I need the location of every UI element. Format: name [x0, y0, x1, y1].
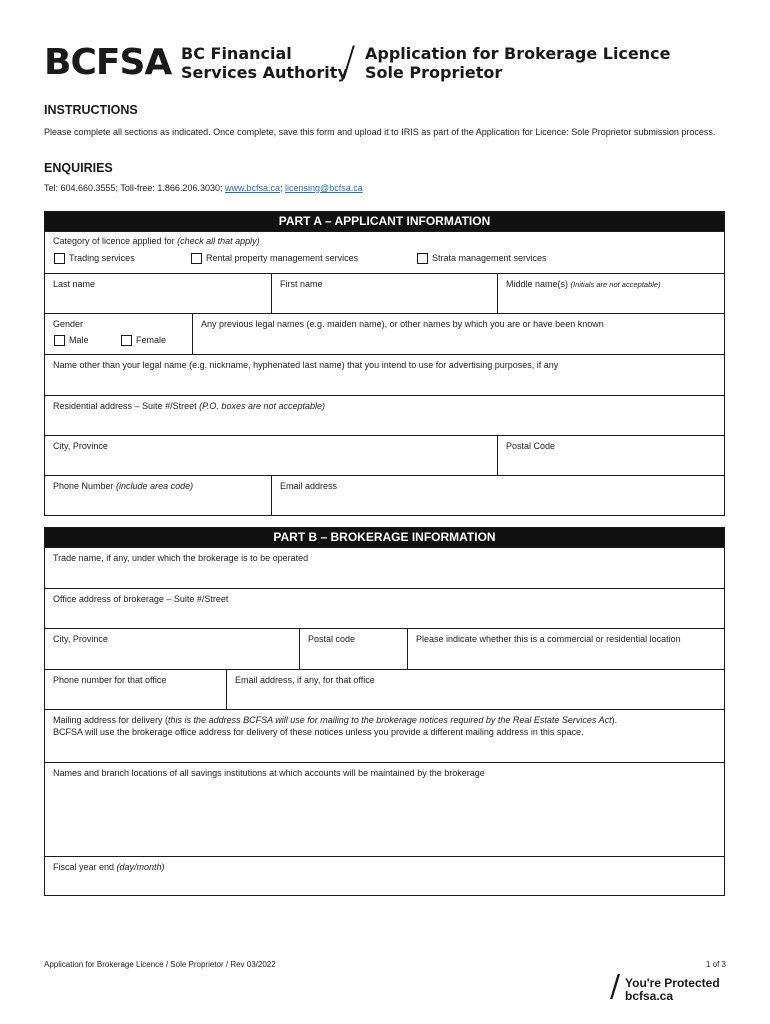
- advertising-name-row: [45, 354, 724, 395]
- fiscal-year-end-label: Fiscal year end: [53, 862, 117, 872]
- residential-address-row: [45, 395, 724, 435]
- office-phone-field[interactable]: [45, 670, 226, 709]
- mailing-address-line1: [53, 714, 716, 726]
- part-a-title: PART A – APPLICANT INFORMATION: [45, 212, 724, 231]
- instructions-text: Please complete all sections as indicated. Once complete, save this form and upload it to IRIS as part of the Application for Licence: Sole Proprietor submission process.: [44, 127, 716, 137]
- bcfsa-logo: BCFSA: [44, 42, 172, 83]
- male-checkbox[interactable]: [54, 335, 65, 346]
- female-label: Female: [136, 335, 167, 345]
- middle-name-label: Middle name(s): [506, 279, 571, 289]
- female-checkbox[interactable]: [121, 335, 132, 346]
- office-address-row: [45, 588, 724, 628]
- document-title-line1: Application for Brokerage Licence: [365, 44, 671, 63]
- document-title-line2: Sole Proprietor: [365, 63, 503, 82]
- document-title: [365, 44, 670, 82]
- category-label: Category of licence applied for: [53, 236, 178, 246]
- office-postal-label: Postal code: [308, 634, 356, 644]
- licence-category-row: [45, 231, 724, 273]
- website-link[interactable]: www.bcfsa.ca: [224, 183, 281, 193]
- category-hint: (check all that apply): [177, 236, 260, 246]
- part-a-form: [44, 211, 725, 516]
- footer-revision: Application for Brokerage Licence / Sole Proprietor / Rev 03/2022: [44, 960, 276, 969]
- office-city-label: City, Province: [53, 634, 108, 644]
- office-email-label: Email address, if any, for that office: [235, 675, 375, 685]
- document-header: [44, 39, 684, 86]
- trade-name-field[interactable]: [45, 548, 724, 588]
- enquiries-separator: ;: [280, 183, 286, 193]
- trading-services-checkbox[interactable]: [54, 253, 65, 264]
- last-name-label: Last name: [53, 279, 96, 289]
- gender-row: [45, 313, 724, 354]
- fiscal-year-end-hint: (day/month): [116, 862, 165, 872]
- office-address-field[interactable]: [45, 589, 724, 628]
- residential-address-field[interactable]: [45, 396, 724, 435]
- trading-services-label: Trading services: [69, 253, 135, 263]
- org-name-line2: Services Authority: [181, 63, 348, 82]
- email-address-field[interactable]: [271, 476, 724, 515]
- strata-management-label: Strata management services: [432, 253, 547, 263]
- contact-row: [45, 475, 724, 515]
- gender-field: [45, 314, 192, 354]
- strata-management-checkbox[interactable]: [417, 253, 428, 264]
- mailing-suffix: ).: [611, 715, 618, 725]
- advertising-name-label: Name other than your legal name (e.g. nickname, hyphenated last name) that you intend to use for advertising purposes, if any: [53, 360, 559, 370]
- city-row: [45, 435, 724, 475]
- mailing-address-row: [45, 709, 724, 762]
- office-contact-row: [45, 669, 724, 709]
- mailing-hint: this is the address BCFSA will use for mailing to the brokerage notices required by the Real Estate Services Act: [168, 715, 612, 725]
- instructions-heading: INSTRUCTIONS: [44, 103, 138, 117]
- footer-tagline-line2: bcfsa.ca: [625, 989, 674, 1003]
- savings-institutions-label: Names and branch locations of all savings institutions at which accounts will be maintained by the brokerage: [53, 768, 485, 778]
- gender-label: Gender: [53, 319, 84, 329]
- gender-female-option[interactable]: [121, 334, 166, 346]
- trade-name-row: [45, 547, 724, 588]
- male-label: Male: [69, 335, 89, 345]
- name-row: [45, 273, 724, 313]
- enquiries-phone: Tel: 604.660.3555; Toll-free: 1.866.206.3030;: [44, 183, 225, 193]
- part-b-title: PART B – BROKERAGE INFORMATION: [45, 528, 724, 547]
- email-address-label: Email address: [280, 481, 338, 491]
- trading-services-option[interactable]: [54, 252, 135, 264]
- part-b-form: [44, 527, 725, 896]
- office-phone-label: Phone number for that office: [53, 675, 167, 685]
- middle-name-hint: (Initials are not acceptable): [570, 280, 661, 289]
- footer-slash: /: [610, 969, 621, 1004]
- footer-tagline-line1: You're Protected: [625, 976, 720, 990]
- first-name-label: First name: [280, 279, 323, 289]
- middle-name-field[interactable]: [497, 274, 724, 313]
- office-address-label: Office address of brokerage – Suite #/Street: [53, 594, 229, 604]
- previous-names-field[interactable]: [192, 314, 724, 354]
- previous-names-label: Any previous legal names (e.g. maiden name), or other names by which you are or have been known: [201, 319, 604, 329]
- mailing-prefix: Mailing address for delivery (: [53, 715, 169, 725]
- postal-code-label: Postal Code: [506, 441, 556, 451]
- city-province-field[interactable]: [45, 436, 497, 475]
- strata-management-option[interactable]: [417, 252, 547, 264]
- advertising-name-field[interactable]: [45, 355, 724, 395]
- page-number: 1 of 3: [705, 960, 726, 969]
- enquiries-heading: ENQUIRIES: [44, 161, 113, 175]
- rental-management-label: Rental property management services: [206, 253, 359, 263]
- savings-institutions-row: [45, 762, 724, 856]
- residential-address-hint: (P.O. boxes are not acceptable): [199, 401, 326, 411]
- gender-male-option[interactable]: [54, 334, 89, 346]
- office-city-field[interactable]: [45, 629, 299, 669]
- trade-name-label: Trade name, if any, under which the brokerage is to be operated: [53, 553, 309, 563]
- office-city-row: [45, 628, 724, 669]
- residential-address-label: Residential address – Suite #/Street: [53, 401, 200, 411]
- rental-management-option[interactable]: [191, 252, 358, 264]
- fiscal-year-row: [45, 856, 724, 895]
- rental-management-checkbox[interactable]: [191, 253, 202, 264]
- email-link[interactable]: licensing@bcfsa.ca: [285, 183, 363, 193]
- fiscal-year-end-field[interactable]: [45, 857, 724, 895]
- office-email-field[interactable]: [226, 670, 724, 709]
- licence-category-field: [45, 232, 724, 273]
- location-type-field[interactable]: [407, 629, 724, 669]
- mailing-address-field[interactable]: [45, 710, 724, 762]
- phone-number-field[interactable]: [45, 476, 271, 515]
- enquiries-text: [44, 182, 363, 195]
- savings-institutions-field[interactable]: [45, 763, 724, 856]
- postal-code-field[interactable]: [497, 436, 724, 475]
- location-type-label: Please indicate whether this is a commercial or residential location: [416, 634, 681, 644]
- phone-number-hint: (include area code): [116, 481, 194, 491]
- org-name: [181, 44, 348, 82]
- first-name-field[interactable]: [271, 274, 497, 313]
- org-name-line1: BC Financial: [181, 44, 292, 63]
- office-postal-field[interactable]: [299, 629, 407, 669]
- mailing-address-line2: BCFSA will use the brokerage office address for delivery of these notices unless you provide a different mailing address in this space.: [53, 727, 584, 737]
- header-slash: /: [342, 39, 356, 85]
- city-province-label: City, Province: [53, 441, 108, 451]
- last-name-field[interactable]: [45, 274, 271, 313]
- phone-number-label: Phone Number: [53, 481, 117, 491]
